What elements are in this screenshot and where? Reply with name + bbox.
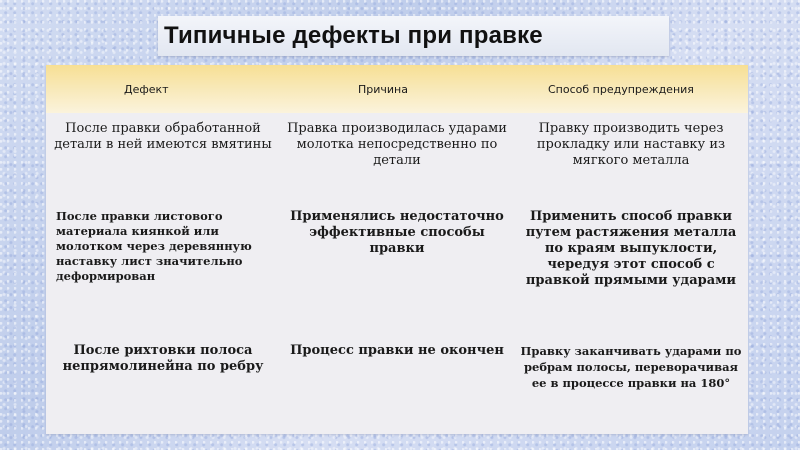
header-defect: Дефект xyxy=(46,65,280,113)
cell-prevention: Правку заканчивать ударами по ребрам полосы, переворачивая ее в процессе правки на 180° xyxy=(520,344,742,390)
cell-cause: Применялись недостаточно эффективные способы правки xyxy=(290,209,504,256)
cell-prevention: Применить способ правки путем растяжения металла по краям выпуклости, чередуя этот способ с правкой прямыми ударами xyxy=(525,209,737,288)
cell-defect: После рихтовки полоса непрямолинейна по ребру xyxy=(62,343,264,374)
table-header-row xyxy=(46,65,748,113)
table-row xyxy=(46,113,748,201)
cell-defect: После правки обработанной детали в ней имеются вмятины xyxy=(54,121,272,152)
table-row xyxy=(46,335,748,434)
cell-defect: После правки листового материала киянкой или молотком через деревянную наставку лист значительно деформирован xyxy=(56,209,252,283)
cell-cause: Правка производилась ударами молотка непосредственно по детали xyxy=(287,121,507,168)
defects-table-container xyxy=(46,65,748,434)
slide-title-bar xyxy=(158,16,669,56)
slide-title: Типичные дефекты при правке xyxy=(164,22,543,49)
header-cause: Причина xyxy=(280,65,514,113)
cell-prevention: Правку производить через прокладку или наставку из мягкого металла xyxy=(536,121,726,168)
header-prevention: Способ предупреждения xyxy=(514,65,748,113)
table-row xyxy=(46,201,748,335)
defects-table xyxy=(46,65,748,434)
cell-cause: Процесс правки не окончен xyxy=(290,343,504,358)
